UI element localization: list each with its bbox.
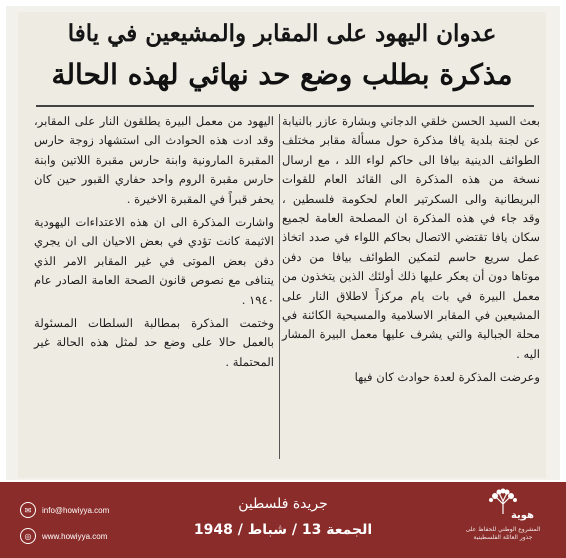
- email-text: info@howiyya.com: [42, 505, 110, 515]
- newspaper-name: جريدة فلسطين: [238, 496, 328, 512]
- email-icon: ✉: [20, 502, 36, 518]
- column-divider: [279, 114, 280, 459]
- headline-rule: [36, 105, 534, 107]
- globe-icon: ◎: [20, 528, 36, 544]
- logo-subtitle: المشروع الوطني للحفاظ على جذور العائلة الفلسطينية: [465, 526, 541, 541]
- paragraph: واشارت المذكرة الى ان هذه الاعتداءات اليهودية الاثيمة كانت تؤدي في بعض الاحيان الى ان يجري دفن بعض الموتى في غير المقابر الامر الذي يتنافى مع نصوص قانون الصحة العامة الصادر عام ١٩٤٠ .: [34, 215, 274, 307]
- issue-date: الجمعة 13 / شباط / 1948: [193, 522, 373, 538]
- email-link[interactable]: [20, 502, 109, 518]
- paragraph: بعث السيد الحسن خلقي الدجاني وبشارة عازر بالنيابة عن لجنة بلدية يافا مذكرة حول مسألة مقابر مختلف الطوائف الدينية بيافا الى حاكم لواء اللد ، مع ارسال نسخة من هذه المذكرة الى القائد العام للقوات البريطانية والى السكرتير العام لحكومة فلسطين ، وقد جاء في هذه المذكرة ان المصلحة العامة لجميع سكان يافا تقتضي الاتصال بحاكم اللواء في صدد اتخاذ عمل سريع حاسم لتمكين الطوائف بيافا من دفن موتاها دون أن يعكر عليها ذلك أولئك الذين يتخذون من معمل البيرة في بات يام مركزاً لاطلاق النار على المشيعين في المقابر الاسلامية والمسيحية الكائنة في محلة الجبالية والتي يشرف عليها معمل البيرة المشار اليه .: [282, 114, 540, 361]
- footer-bar: [0, 482, 566, 558]
- paragraph: وعرضت المذكرة لعدة حوادث كان فيها: [354, 370, 540, 385]
- headline-main: مذكرة بطلب وضع حد نهائي لهذه الحالة: [51, 58, 513, 91]
- paragraph: وختمت المذكرة بمطالبة السلطات المسئولة بالعمل حالا على وضع حد لمثل هذه الحالة غير المحتملة .: [34, 316, 274, 369]
- headline-top: عدوان اليهود على المقابر والمشيعين في يافا: [67, 20, 497, 47]
- website-text: www.howiyya.com: [42, 531, 108, 541]
- article-column-right: [282, 112, 540, 392]
- logo-name: هوية: [510, 510, 534, 521]
- paragraph: اليهود من معمل البيرة يطلقون النار على المقابر، وقد ادت هذه الحوادث الى استشهاد زوجة حارس المقبرة المارونية وابنة حارس مقبرة اللاتين وابنة حارس مقبرة الروم واحد حفاري القبور حين كان يحفر قبراً في المقبرة الاخيرة .: [34, 114, 274, 206]
- website-link[interactable]: [20, 528, 107, 544]
- clipping-frame: [6, 6, 560, 480]
- newspaper-clipping: [18, 12, 546, 478]
- article-column-left: [34, 112, 274, 376]
